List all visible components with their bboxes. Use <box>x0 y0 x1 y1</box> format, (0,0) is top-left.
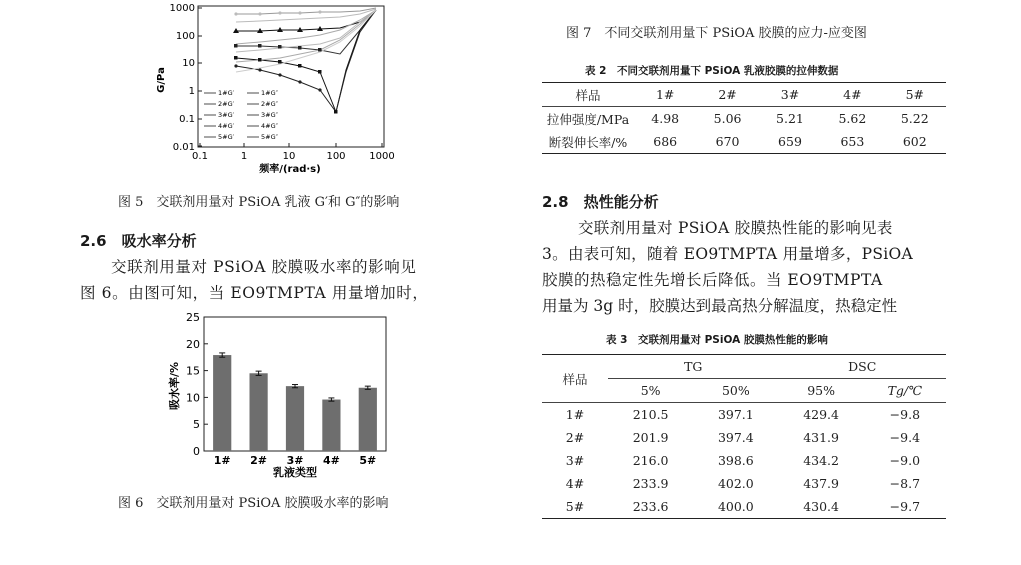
fig5-legend-g1-2: 3#G′ <box>218 111 235 119</box>
table-3-cell: 431.9 <box>803 430 839 445</box>
fig5-ytick-3: 1 <box>188 86 195 97</box>
fig5-ytick-5: 0.01 <box>172 142 195 153</box>
fig5-legend <box>204 89 279 141</box>
table-3-cell: 233.9 <box>632 476 669 491</box>
table-3-row <box>542 403 946 427</box>
table-3-cell: 233.6 <box>632 499 669 514</box>
table-3-cell: 210.5 <box>632 407 669 422</box>
fig5-ytick-1: 100 <box>175 31 195 42</box>
figure-7-caption: 图 7 不同交联剂用量下 PSiOA 胶膜的应力-应变图 <box>566 26 867 41</box>
fig6-ytick-label: 20 <box>186 337 200 351</box>
fig6-bar <box>322 400 340 451</box>
table-3-cell: 2# <box>565 430 585 445</box>
fig5-ytick-4: 0.1 <box>179 114 195 125</box>
table-2-cell: 602 <box>902 134 927 149</box>
table-3-cell: 397.4 <box>717 430 754 445</box>
fig6-ytick-label: 10 <box>186 391 200 405</box>
section-2-8-line-1: 交联剂用量对 PSiOA 胶膜热性能的影响见表 <box>578 219 893 237</box>
fig6-ytick-label: 5 <box>193 418 200 432</box>
table-3-group-header-row <box>542 355 946 379</box>
table-2-header-cell: 1# <box>655 87 675 102</box>
fig5-ytick-2: 10 <box>182 58 195 69</box>
table-2-cell: 4.98 <box>651 111 680 126</box>
fig5-xtick-0: 0.1 <box>192 151 208 162</box>
fig5-legend-g1-4: 5#G′ <box>218 133 235 141</box>
table-3-dsc-header: DSC <box>778 355 946 379</box>
fig5-legend-g2-2: 3#G″ <box>261 111 279 119</box>
table-2-cell: 5.62 <box>838 111 867 126</box>
fig6-y-axis-label: 吸水率/% <box>168 361 181 411</box>
fig5-legend-g2-4: 5#G″ <box>261 133 279 141</box>
figure-6-bar-chart <box>160 308 400 480</box>
figure-5-caption: 图 5 交联剂用量对 PSiOA 乳液 G′和 G″的影响 <box>118 195 400 210</box>
section-2-8-heading: 2.8 热性能分析 <box>542 193 659 211</box>
table-2-cell: 5.22 <box>900 111 929 126</box>
table-3-cell: 1# <box>565 407 585 422</box>
table-2-row <box>542 107 946 131</box>
table-3-cell: 437.9 <box>803 476 839 491</box>
table-3-sub-header-cell: 95% <box>807 383 835 398</box>
table-2-cell: 653 <box>840 134 865 149</box>
table-3-sub-header-cell: 5% <box>640 383 661 398</box>
fig6-bar <box>286 386 304 451</box>
table-2-header-cell: 5# <box>905 87 924 102</box>
fig5-ytick-0: 1000 <box>169 3 195 14</box>
table-3 <box>542 354 946 519</box>
fig6-bar <box>359 388 377 451</box>
table-2-cell: 659 <box>778 134 802 149</box>
section-2-8-line-3: 胶膜的热稳定性先增长后降低。当 EO9TMPTA <box>542 271 883 289</box>
table-3-caption: 表 3 交联剂用量对 PSiOA 胶膜热性能的影响 <box>606 334 828 346</box>
table-3-cell: 400.0 <box>717 499 754 514</box>
table-3-cell: 4# <box>565 476 585 491</box>
fig5-xtick-1: 1 <box>240 151 248 162</box>
table-3-cell: −9.8 <box>889 407 921 422</box>
table-3-cell: 430.4 <box>803 499 839 514</box>
table-3-tg-header: TG <box>608 355 778 379</box>
table-2-cell: 686 <box>653 134 678 149</box>
figure-6-caption: 图 6 交联剂用量对 PSiOA 胶膜吸水率的影响 <box>118 496 389 511</box>
fig5-curves <box>236 8 376 112</box>
table-3-cell: −8.7 <box>889 476 921 491</box>
figure-5-modulus-plot <box>150 0 400 180</box>
table-3-cell: 434.2 <box>803 453 839 468</box>
table-2-header-cell: 2# <box>718 87 737 102</box>
table-2-cell: 断裂伸长率/% <box>548 134 628 150</box>
section-2-6-line-1: 交联剂用量对 PSiOA 胶膜吸水率的影响见 <box>111 258 417 276</box>
fig5-x-axis-label: 频率/(rad·s) <box>259 164 321 175</box>
fig5-legend-g1-1: 2#G′ <box>218 100 235 108</box>
table-2-caption: 表 2 不同交联剂用量下 PSiOA 乳液胶膜的拉伸数据 <box>585 65 839 77</box>
section-2-6-heading: 2.6 吸水率分析 <box>80 232 197 250</box>
fig6-ytick-label: 25 <box>186 311 200 324</box>
section-2-8-line-2: 3。由表可知，随着 EO9TMPTA 用量增多，PSiOA <box>542 245 914 263</box>
fig5-legend-g1-0: 1#G′ <box>218 89 235 97</box>
table-3-row <box>542 472 946 495</box>
table-2-header-cell: 样品 <box>575 87 601 103</box>
table-3-row <box>542 495 946 519</box>
table-2-header-cell: 4# <box>843 87 862 102</box>
fig6-xtick-label: 5# <box>359 454 377 467</box>
fig5-legend-g2-0: 1#G″ <box>261 89 279 97</box>
table-3-cell: −9.0 <box>889 453 921 468</box>
fig6-ytick-label: 0 <box>193 445 200 458</box>
fig6-x-axis-label: 乳液类型 <box>273 466 317 479</box>
table-2-cell: 5.21 <box>776 111 804 126</box>
table-2-header-cell: 3# <box>780 87 800 102</box>
fig5-y-axis-label: G/Pa <box>156 67 167 93</box>
fig6-bar <box>250 373 268 451</box>
fig5-legend-g1-3: 4#G′ <box>218 122 235 130</box>
table-2-cell: 5.06 <box>713 111 742 126</box>
table-3-cell: 5# <box>565 499 585 514</box>
table-3-cell: 398.6 <box>717 453 754 468</box>
section-2-6-line-2: 图 6。由图可知，当 EO9TMPTA 用量增加时， <box>80 284 429 302</box>
fig6-xtick-label: 2# <box>250 454 268 467</box>
table-3-sub-header-cell: 50% <box>721 383 750 398</box>
table-2 <box>542 82 946 154</box>
table-2-cell: 拉伸强度/MPa <box>546 111 630 127</box>
table-2-header-row <box>542 83 946 107</box>
table-3-row <box>542 449 946 472</box>
fig5-xtick-4: 1000 <box>369 151 395 162</box>
table-3-cell: −9.4 <box>889 430 921 445</box>
table-2-row <box>542 130 946 154</box>
section-2-8-line-4: 用量为 3g 时，胶膜达到最高热分解温度，热稳定性 <box>542 297 898 315</box>
table-2-cell: 670 <box>715 134 740 149</box>
table-3-cell: 216.0 <box>632 453 669 468</box>
fig5-legend-g2-1: 2#G″ <box>261 100 279 108</box>
fig6-xtick-label: 1# <box>213 454 231 467</box>
table-3-cell: 3# <box>565 453 585 468</box>
table-3-sub-header-cell: Tg/℃ <box>887 383 923 398</box>
table-3-cell: −9.7 <box>889 499 921 514</box>
fig5-xtick-3: 100 <box>326 151 346 162</box>
table-3-cell: 397.1 <box>717 407 754 422</box>
fig5-xtick-2: 10 <box>282 151 296 162</box>
table-3-row <box>542 426 946 449</box>
fig6-xtick-label: 3# <box>286 454 304 467</box>
table-3-cell: 201.9 <box>632 430 669 445</box>
table-3-cell: 402.0 <box>717 476 754 491</box>
fig6-xtick-label: 4# <box>322 454 340 467</box>
fig5-legend-g2-3: 4#G″ <box>261 122 279 130</box>
table-3-sample-header: 样品 <box>542 355 608 403</box>
fig6-ytick-label: 15 <box>186 364 200 378</box>
table-3-cell: 429.4 <box>803 407 839 422</box>
fig6-bar <box>213 355 231 451</box>
